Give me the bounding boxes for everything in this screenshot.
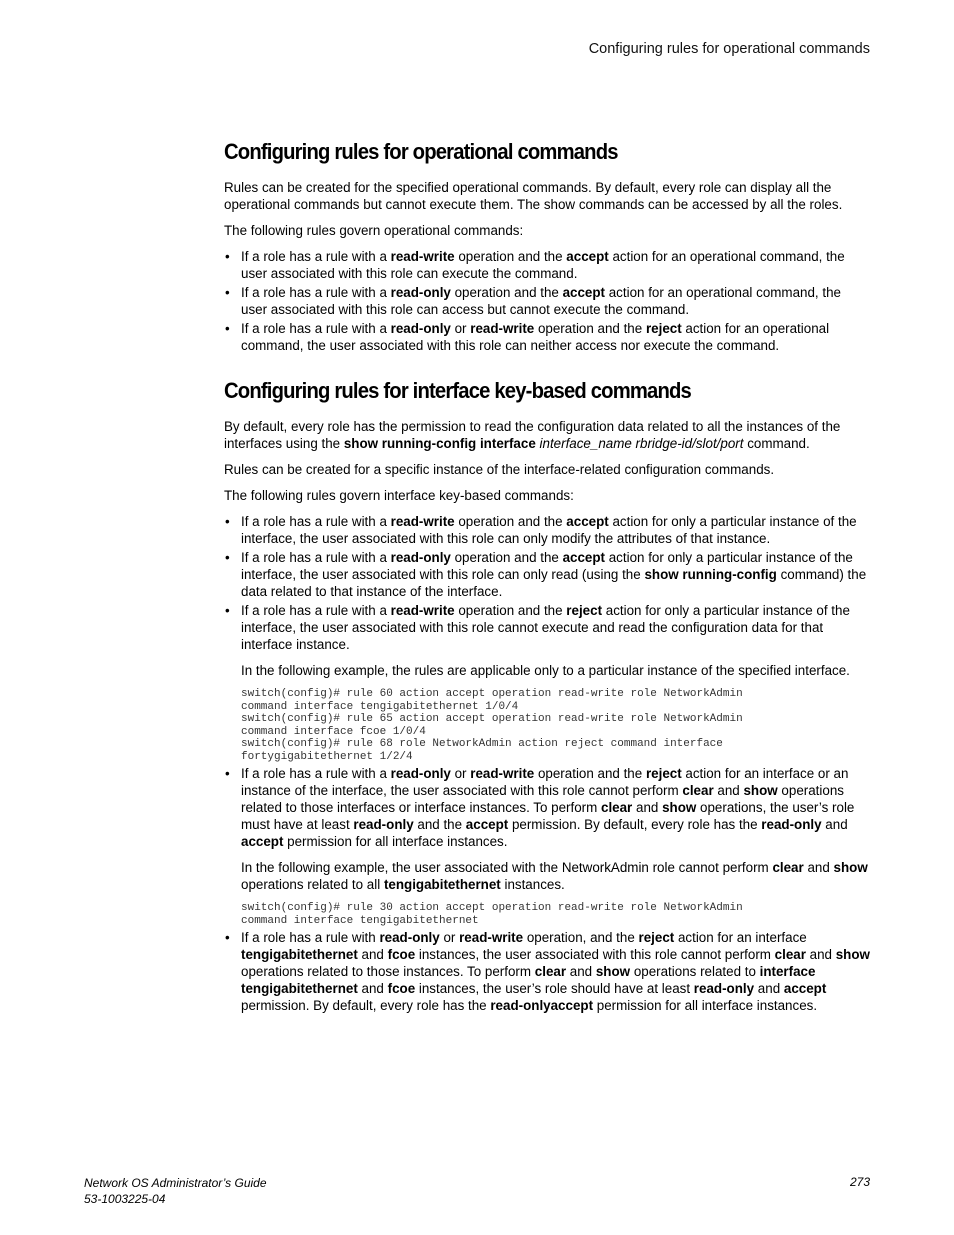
footer-guide-title: Network OS Administrator’s Guide — [84, 1176, 267, 1190]
paragraph: By default, every role has the permission to read the configuration data related to all the instances of the interfaces using the show running-config interface interface_name rbridge-id/slot/port command. — [224, 419, 841, 451]
list-item: • If a role has a rule with a read-write operation and the reject action for only a particular instance of the interface, the user associated with this role cannot execute and read the configuration data for that interface instance. In the following example, the rules are applicable only to a particular instance of the specified interface. switch(config)# rule 60 action accept operation read-write role NetworkAdmin command interface tengigabitethernet 1/0/4 switch(config)# rule 65 action accept operation read-write role NetworkAdmin command interface fcoe 1/0/4 switch(config)# rule 68 role NetworkAdmin action reject command interface fortygigabitethernet 1/2/4 — [224, 602, 870, 763]
page-content — [224, 140, 870, 1016]
running-header: Configuring rules for operational commands — [588, 41, 870, 57]
code-example: switch(config)# rule 60 action accept operation read-write role NetworkAdmin command interface tengigabitethernet 1/0/4 switch(config)# rule 65 action accept operation read-write role NetworkAdmin command interface fcoe 1/0/4 switch(config)# rule 68 role NetworkAdmin action reject command interface fortygigabitethernet 1/2/4 — [241, 688, 743, 763]
section-heading-operational: Configuring rules for operational commands — [224, 139, 618, 164]
list-item: • If a role has a rule with read-only or read-write operation, and the reject action for an interface tengigabitethernet and fcoe instances, the user associated with this role cannot perform clear and show operations related to those instances. To perform clear and show operations related to interface tengigabitethernet and fcoe instances, the user’s role should have at least read-only and accept permission. By default, every role has the read-onlyaccept permission for all interface instances. — [224, 929, 870, 1014]
example-intro: In the following example, the user associated with the NetworkAdmin role cannot perform clear and show operations related to all tengigabitethernet instances. — [241, 860, 868, 892]
paragraph: Rules can be created for a specific instance of the interface-related configuration commands. — [224, 462, 775, 477]
bullet-list — [224, 248, 870, 354]
example-intro: In the following example, the rules are applicable only to a particular instance of the specified interface. — [241, 663, 850, 678]
paragraph: The following rules govern interface key-based commands: — [224, 488, 574, 503]
list-item: • If a role has a rule with a read-only operation and the accept action for an operational command, the user associated with this role can access but cannot execute the command. — [224, 284, 870, 318]
bullet-list — [224, 513, 870, 1014]
paragraph: The following rules govern operational commands: — [224, 223, 524, 238]
footer-document-info — [84, 1175, 267, 1207]
paragraph: Rules can be created for the specified operational commands. By default, every role can display all the operational commands but cannot execute them. The show commands can be accessed by all the roles. — [224, 180, 843, 212]
list-item: • If a role has a rule with a read-write operation and the accept action for only a particular instance of the interface, the user associated with this role can only modify the attributes of that instance. — [224, 513, 870, 547]
list-item: • If a role has a rule with a read-only or read-write operation and the reject action for an operational command, the user associated with this role can neither access nor execute the command. — [224, 320, 870, 354]
list-item: • If a role has a rule with a read-only or read-write operation and the reject action for an interface or an instance of the interface, the user associated with this role cannot perform clear and show operations related to those interfaces or interface instances. To perform clear and show operations, the user’s role must have at least read-only and the accept permission. By default, every role has the read-only and accept permission for all interface instances. In the following example, the user associated with the NetworkAdmin role cannot perform clear and show operations related to all tengigabitethernet instances. switch(config)# rule 30 action accept operation read-write role NetworkAdmin command interface tengigabitethernet — [224, 765, 870, 927]
code-example: switch(config)# rule 30 action accept operation read-write role NetworkAdmin command interface tengigabitethernet — [241, 902, 743, 927]
footer-doc-number: 53-1003225-04 — [84, 1192, 166, 1206]
section-heading-interface: Configuring rules for interface key-based commands — [224, 378, 691, 403]
list-item: • If a role has a rule with a read-only operation and the accept action for only a particular instance of the interface, the user associated with this role can only read (using the show running-config command) the data related to that instance of the interface. — [224, 549, 870, 600]
footer-page-number: 273 — [849, 1175, 870, 1189]
list-item: • If a role has a rule with a read-write operation and the accept action for an operational command, the user associated with this role can execute the command. — [224, 248, 870, 282]
